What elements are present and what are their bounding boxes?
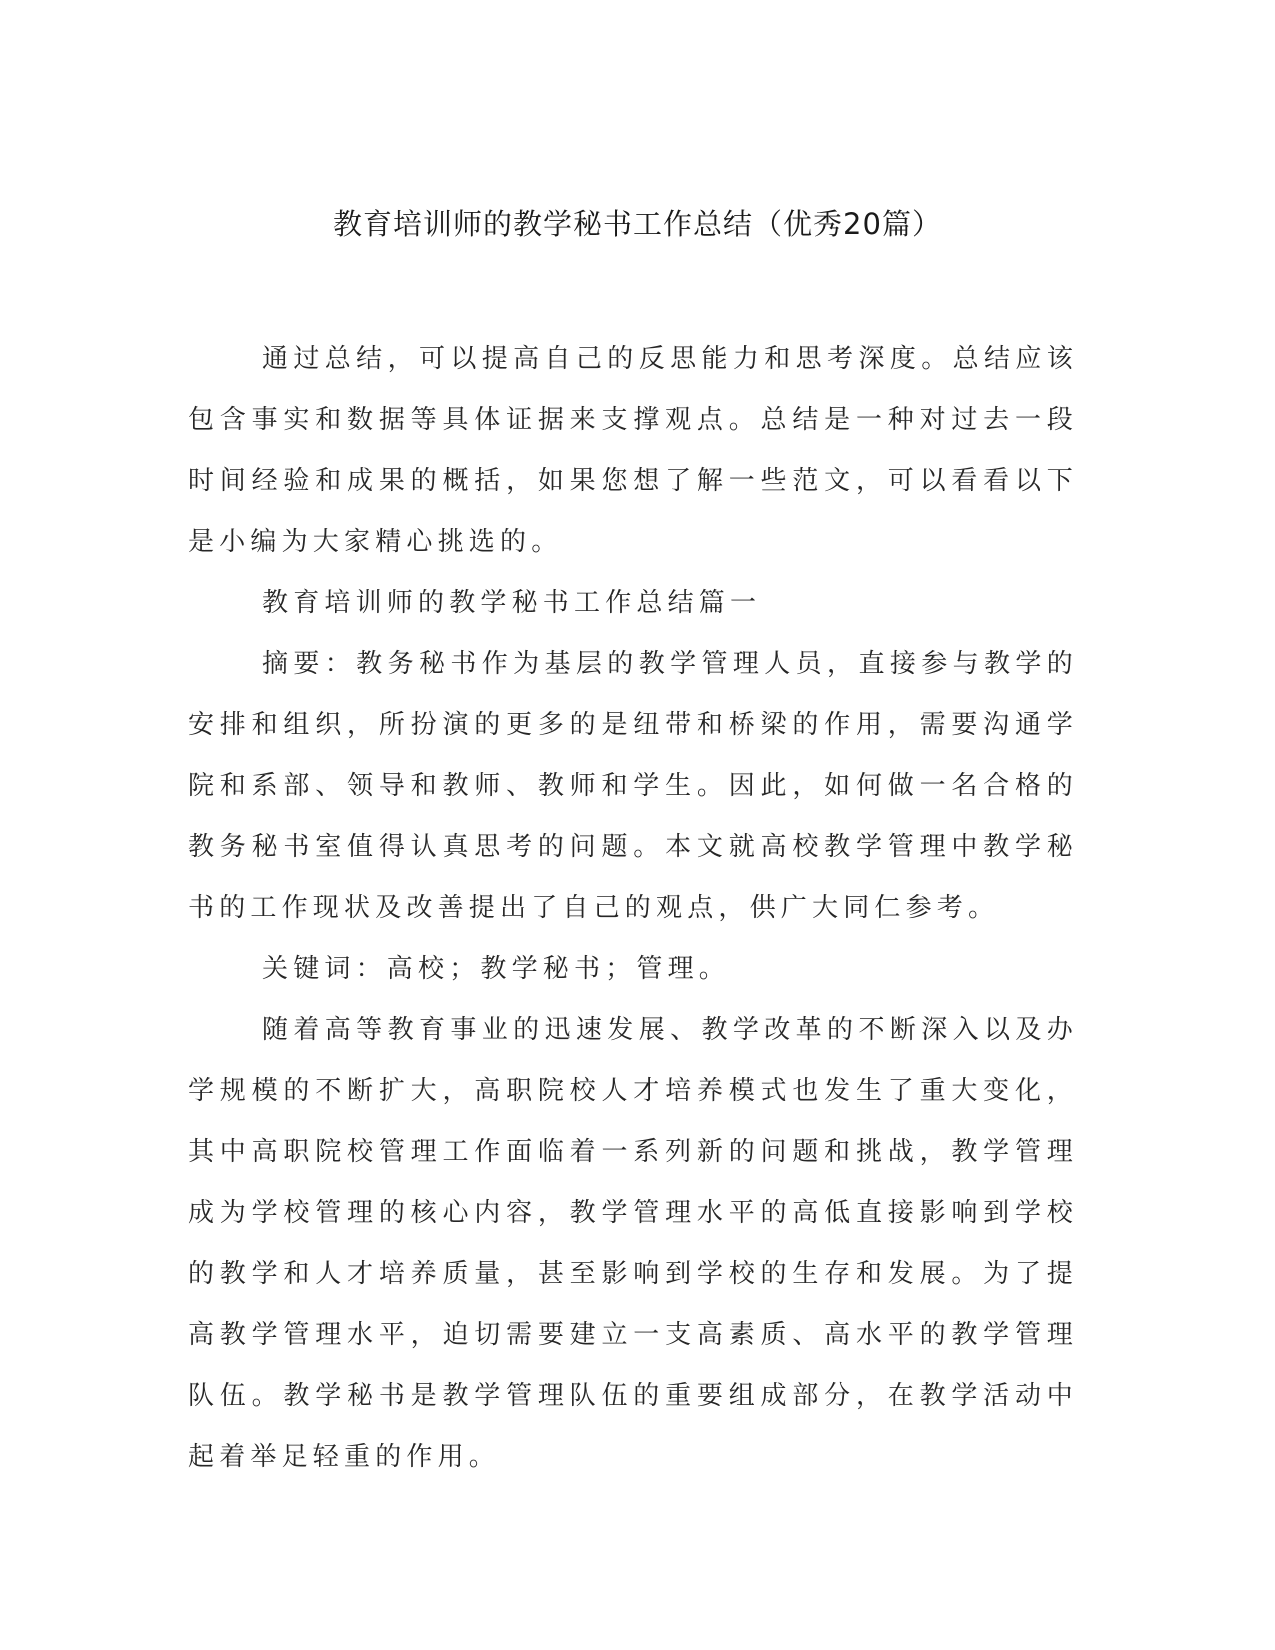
intro-paragraph: 通过总结，可以提高自己的反思能力和思考深度。总结应该包含事实和数据等具体证据来支撑观点。总结是一种对过去一段时间经验和成果的概括，如果您想了解一些范文，可以看看以下是小编为大家精心挑选的。 xyxy=(188,344,1078,557)
body-paragraph: 随着高等教育事业的迅速发展、教学改革的不断深入以及办学规模的不断扩大，高职院校人才培养模式也发生了重大变化，其中高职院校管理工作面临着一系列新的问题和挑战，教学管理成为学校管理的核心内容，教学管理水平的高低直接影响到学校的教学和人才培养质量，甚至影响到学校的生存和发展。为了提高教学管理水平，迫切需要建立一支高素质、高水平的教学管理队伍。教学秘书是教学管理队伍的重要组成部分，在教学活动中起着举足轻重的作用。 xyxy=(188,1015,1078,1472)
section-heading: 教育培训师的教学秘书工作总结篇一 xyxy=(262,588,762,618)
keywords-paragraph: 关键词：高校；教学秘书；管理。 xyxy=(262,954,731,984)
document-body xyxy=(188,329,1078,1488)
abstract-paragraph: 摘要：教务秘书作为基层的教学管理人员，直接参与教学的安排和组织，所扮演的更多的是纽带和桥梁的作用，需要沟通学院和系部、领导和教师、教师和学生。因此，如何做一名合格的教务秘书室值得认真思考的问题。本文就高校教学管理中教学秘书的工作现状及改善提出了自己的观点，供广大同仁参考。 xyxy=(188,649,1078,923)
document-title: 教育培训师的教学秘书工作总结（优秀20篇） xyxy=(333,207,942,241)
